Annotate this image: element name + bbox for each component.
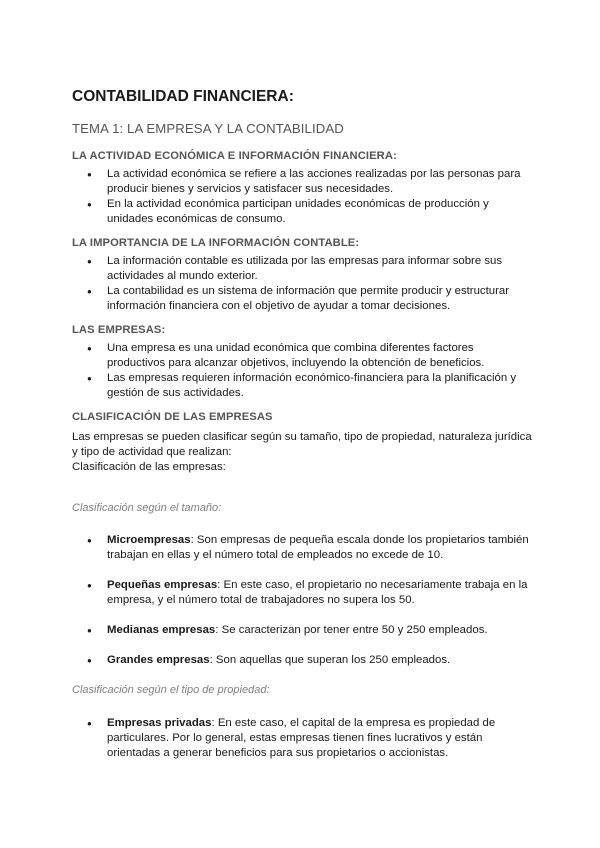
list-item-grandes [72,653,534,668]
definition: : En este caso, el capital de la empresa es propiedad de particulares. Por lo general, estas empresas tienen fines lucrativos y están orientadas a generar beneficios para sus propietarios o accionistas. [107,717,496,759]
ownership-classification-label: Clasificación según el tipo de propiedad: [72,684,270,696]
section-heading: LAS EMPRESAS: [72,324,166,336]
document-title: CONTABILIDAD FINANCIERA: [72,88,294,105]
list-item: ● Una empresa es una unidad económica que combina diferentes factores productivos para alcanzar objetivos, incluyendo la obtención de beneficios. [72,341,534,371]
section-accounting-importance [72,237,534,314]
term: Empresas privadas [107,717,212,729]
topic-heading: TEMA 1: LA EMPRESA Y LA CONTABILIDAD [72,121,344,136]
classification-intro: Las empresas se pueden clasificar según su tamaño, tipo de propiedad, naturaleza jurídica y tipo de actividad que realizan: [72,431,532,458]
list-item-microempresas [72,533,534,563]
section-classification [72,411,534,475]
size-classification-label: Clasificación según el tamaño: [72,502,222,514]
list-item: ● La actividad económica se refiere a las acciones realizadas por las personas para producir bienes y servicios y satisfacer sus necesidades. [72,167,534,197]
section-heading: LA ACTIVIDAD ECONÓMICA E INFORMACIÓN FINANCIERA: [72,150,397,162]
definition: : Son empresas de pequeña escala donde los propietarios también trabajan en ellas y el número total de empleados no excede de 10. [107,534,529,561]
section-economic-activity [72,150,534,227]
term: Medianas empresas [107,624,216,636]
definition: : En este caso, el propietario no necesariamente trabaja en la empresa, y el número total de trabajadores no supera los 50. [107,579,528,606]
ownership-list [72,716,534,761]
term: Grandes empresas [107,654,210,666]
list-item-medianas [72,623,534,638]
list-item-pequenas [72,578,534,608]
size-list [72,533,534,668]
bullet-list [72,341,534,401]
list-item: ● En la actividad económica participan unidades económicas de producción y unidades económicas de consumo. [72,197,534,227]
bullet-list [72,254,534,314]
term: Microempresas [107,534,191,546]
section-heading: LA IMPORTANCIA DE LA INFORMACIÓN CONTABLE: [72,237,360,249]
definition: : Son aquellas que superan los 250 empleados. [209,654,451,666]
list-item: ● La contabilidad es un sistema de información que permite producir y estructurar información financiera con el objetivo de ayudar a tomar decisiones. [72,284,534,314]
section-heading: CLASIFICACIÓN DE LAS EMPRESAS [72,411,273,423]
section-companies [72,324,534,401]
classification-intro-2: Clasificación de las empresas: [72,461,226,473]
bullet-list [72,167,534,227]
list-item: ● La información contable es utilizada por las empresas para informar sobre sus actividades al mundo exterior. [72,254,534,284]
list-item-privadas [72,716,534,761]
definition: : Se caracterizan por tener entre 50 y 250 empleados. [215,624,488,636]
list-item: ● Las empresas requieren información económico-financiera para la planificación y gestión de sus actividades. [72,371,534,401]
term: Pequeñas empresas [107,579,218,591]
